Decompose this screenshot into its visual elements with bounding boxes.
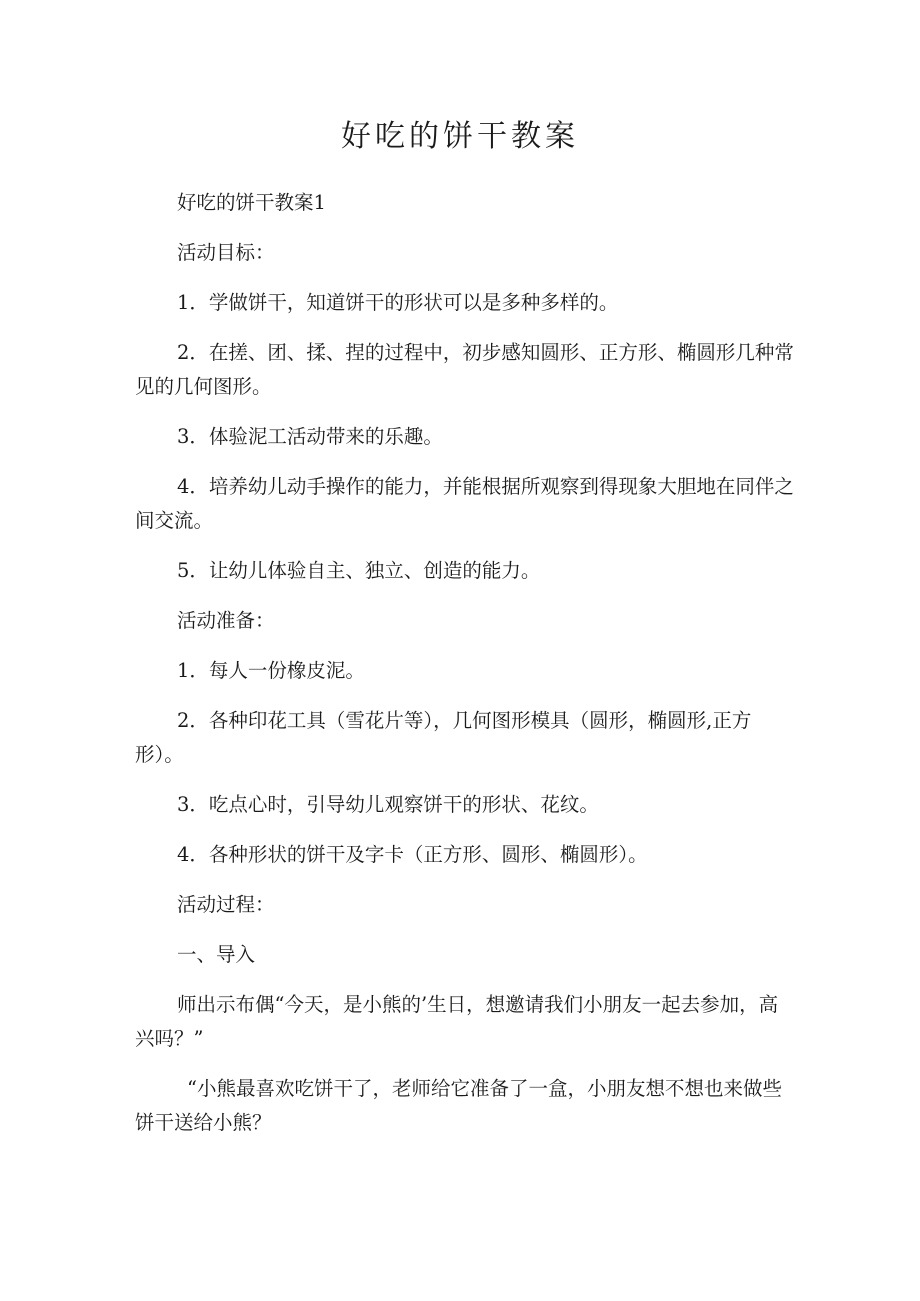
document-body — [135, 186, 797, 1156]
subheading-preparation: 活动准备： — [177, 609, 275, 632]
step-heading: 一、导入 — [177, 943, 256, 966]
list-item: 4．培养幼儿动手操作的能力，并能根据所观察到得现象大胆地在同伴之间交流。 — [135, 475, 794, 532]
body-paragraph: “小熊最喜欢吃饼干了，老师给它准备了一盒，小朋友想不想也来做些饼干送给小熊？ — [135, 1077, 782, 1134]
list-item: 1．学做饼干，知道饼干的形状可以是多种多样的。 — [177, 291, 619, 314]
list-item: 3．体验泥工活动带来的乐趣。 — [177, 425, 443, 448]
list-item: 2．在搓、团、揉、捏的过程中，初步感知圆形、正方形、椭圆形几种常见的几何图形。 — [135, 341, 794, 398]
list-item: 3．吃点心时，引导幼儿观察饼干的形状、花纹。 — [177, 793, 599, 816]
list-item: 5．让幼儿体验自主、独立、创造的能力。 — [177, 559, 541, 582]
list-item: 1．每人一份橡皮泥。 — [177, 659, 365, 682]
list-item: 4．各种形状的饼干及字卡（正方形、圆形、椭圆形）。 — [177, 843, 648, 866]
document-title: 好吃的饼干教案 — [341, 119, 579, 154]
subheading-goals: 活动目标： — [177, 241, 275, 264]
body-paragraph: 师出示布偶“今天，是小熊的’生日，想邀请我们小朋友一起去参加，高兴吗？” — [135, 993, 779, 1050]
list-item: 2．各种印花工具（雪花片等），几何图形模具（圆形，椭圆形,正方形）。 — [135, 709, 752, 766]
section-heading: 好吃的饼干教案1 — [177, 191, 326, 214]
subheading-process: 活动过程： — [177, 893, 275, 916]
